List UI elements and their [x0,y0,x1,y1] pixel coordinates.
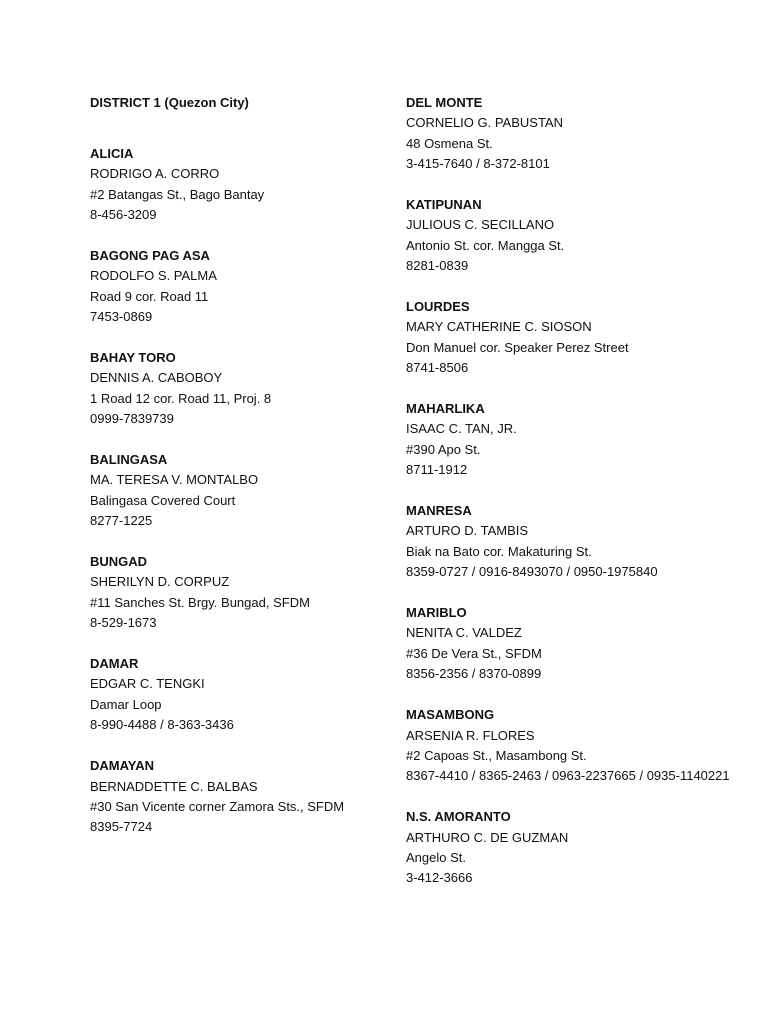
barangay-entry [90,144,390,226]
barangay-name: MARIBLO [406,605,467,621]
official-name: CORNELIO G. PABUSTAN [406,115,563,131]
barangay-entry [90,552,390,634]
barangay-name: ALICIA [90,146,134,161]
barangay-entry [406,195,746,277]
address-text: #2 Capoas St., Masambong St. [406,747,587,763]
official-name: RODRIGO A. CORRO [90,166,220,182]
official-name: SHERILYN D. CORPUZ [90,574,230,590]
barangay-name: LOURDES [406,299,470,315]
official-name: NENITA C. VALDEZ [406,625,522,641]
barangay-entry [406,297,746,379]
contact-number: 8281-0839 [406,258,469,274]
official-name: ARSENIA R. FLORES [406,727,535,743]
official-name: MA. TERESA V. MONTALBO [90,472,259,488]
left-column [90,93,390,858]
address-text: Don Manuel cor. Speaker Perez Street [406,339,629,355]
contact-number: 0999-7839739 [90,411,174,427]
barangay-entry [90,348,390,430]
contact-number: 8711-1912 [406,462,468,478]
official-name: BERNADDETTE C. BALBAS [90,778,258,794]
address-text: 48 Osmena St. [406,135,493,151]
barangay-entry [90,450,390,532]
barangay-entry [90,654,390,736]
barangay-entry [406,399,746,481]
address-text: #2 Batangas St., Bago Bantay [90,186,265,202]
contact-number: 8-990-4488 / 8-363-3436 [90,717,234,733]
contact-number: 8277-1225 [90,513,153,529]
barangay-name: DAMAYAN [90,758,155,774]
barangay-entry [90,246,390,328]
barangay-name: KATIPUNAN [406,197,482,213]
official-name: RODOLFO S. PALMA [90,268,217,284]
barangay-name: BAGONG PAG ASA [90,248,210,264]
right-column [406,93,746,909]
address-text: Balingasa Covered Court [90,492,236,508]
right-entries-list [406,93,746,889]
official-name: JULIOUS C. SECILLANO [406,217,555,233]
address-text: #390 Apo St. [406,441,481,457]
contact-number: 8359-0727 / 0916-8493070 / 0950-1975840 [406,564,658,580]
barangay-entry [90,756,390,838]
barangay-entry [406,807,746,889]
contact-number: 8741-8506 [406,360,469,376]
barangay-name: BALINGASA [90,452,168,468]
contact-number: 8-456-3209 [90,207,157,223]
barangay-name: DAMAR [90,656,139,672]
official-name: ISAAC C. TAN, JR. [406,421,517,437]
official-name: EDGAR C. TENGKI [90,676,205,692]
address-text: #11 Sanches St. Brgy. Bungad, SFDM [90,594,310,610]
barangay-entry [406,705,746,787]
official-name: DENNIS A. CABOBOY [90,370,223,386]
address-text: Damar Loop [90,696,162,712]
barangay-name: MASAMBONG [406,707,495,723]
district-title: DISTRICT 1 (Quezon City) [90,95,249,110]
address-text: Antonio St. cor. Mangga St. [406,237,565,253]
barangay-name: MANRESA [406,503,472,519]
contact-number: 8395-7724 [90,819,153,835]
contact-number: 3-412-3666 [406,870,473,886]
barangay-entry [406,501,746,583]
contact-number: 8367-4410 / 8365-2463 / 0963-2237665 / 0935-1140221 [406,768,730,784]
contact-number: 3-415-7640 / 8-372-8101 [406,156,550,172]
address-text: #30 San Vicente corner Zamora Sts., SFDM [90,798,345,814]
contact-number: 7453-0869 [90,309,153,325]
barangay-name: BAHAY TORO [90,350,176,366]
official-name: MARY CATHERINE C. SIOSON [406,319,592,335]
barangay-name: N.S. AMORANTO [406,809,511,825]
left-entries-list [90,144,390,838]
address-text: Biak na Bato cor. Makaturing St. [406,543,592,559]
address-text: #36 De Vera St., SFDM [406,645,542,661]
official-name: ARTURO D. TAMBIS [406,523,529,539]
official-name: ARTHURO C. DE GUZMAN [406,829,569,845]
contact-number: 8356-2356 / 8370-0899 [406,666,542,682]
barangay-entry [406,93,746,175]
barangay-name: DEL MONTE [406,95,483,110]
barangay-name: MAHARLIKA [406,401,485,417]
barangay-name: BUNGAD [90,554,148,570]
address-text: Road 9 cor. Road 11 [90,288,209,304]
barangay-entry [406,603,746,685]
address-text: 1 Road 12 cor. Road 11, Proj. 8 [90,390,272,406]
contact-number: 8-529-1673 [90,615,157,631]
address-text: Angelo St. [406,849,466,865]
